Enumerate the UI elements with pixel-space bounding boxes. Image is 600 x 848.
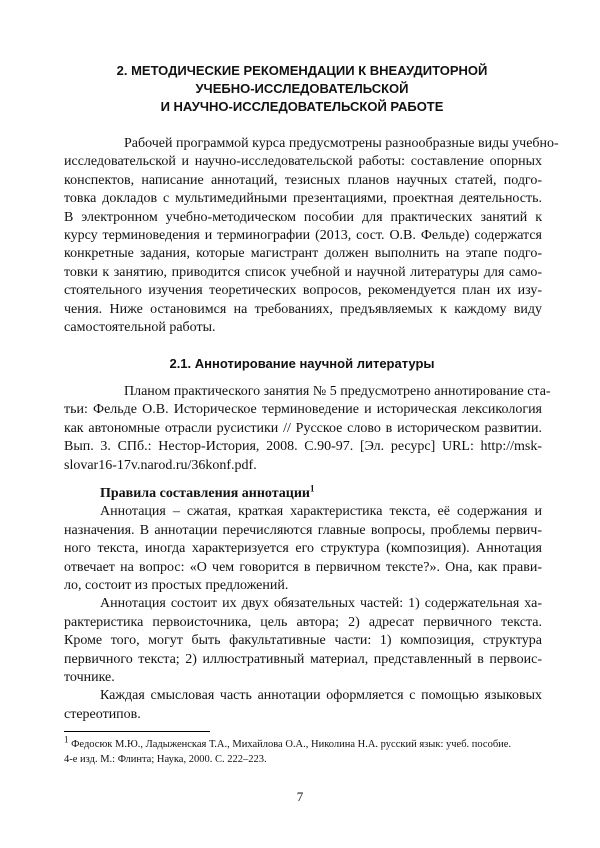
text-line: чения. Ниже остановимся на требованиях, предъявляемых к каждому виду <box>64 301 542 317</box>
chapter-title-line: 2. МЕТОДИЧЕСКИЕ РЕКОМЕНДАЦИИ К ВНЕАУДИТОРНОЙ <box>116 63 488 78</box>
footnote-mark: 1 <box>64 734 69 745</box>
page-number: 7 <box>296 789 304 804</box>
text-line: В электронном учебно-методическом пособии для практических занятий к <box>64 209 542 225</box>
chapter-title <box>64 62 540 116</box>
text-line: конкретные задания, которые магистрант должен выполнить на этапе подго- <box>64 246 542 262</box>
chapter-title-line: И НАУЧНО-ИССЛЕДОВАТЕЛЬСКОЙ РАБОТЕ <box>160 99 444 114</box>
section-title-text: 2.1. Аннотирование научной литературы <box>169 356 435 371</box>
rules-block <box>64 485 542 724</box>
text-line: первичного текста; 2) иллюстративный материал, представленный в первоис- <box>64 651 542 667</box>
text-line: ного текста, иногда характеризуется его структура (композиция). Аннотация <box>64 541 542 557</box>
text-line: Планом практического занятия № 5 предусмотрено аннотирование ста- <box>124 384 551 399</box>
text-line: ло, состоит из простых предложений. <box>64 578 289 594</box>
footnote-line <box>64 734 542 752</box>
text-line: конспектов, написание аннотаций, тезисных планов научных статей, подго- <box>64 172 542 188</box>
text-line: Кроме того, могут быть факультативные части: 1) композиция, структура <box>64 633 542 649</box>
text-line: Аннотация – сжатая, краткая характеристика текста, её содержания и <box>100 504 542 520</box>
footnote <box>64 734 542 767</box>
chapter-title-line: УЧЕБНО-ИССЛЕДОВАТЕЛЬСКОЙ <box>195 81 409 96</box>
text-line: Аннотация состоит их двух обязательных частей: 1) содержательная ха- <box>100 596 542 612</box>
text-line: тьи: Фельде О.В. Историческое терминоведение и историческая лексикология <box>64 402 542 418</box>
text-line: Каждая смысловая часть аннотации оформляется с помощью языковых <box>100 688 542 704</box>
text-line: стоятельного изучения теоретических вопросов, рекомендуется план их изу- <box>64 283 542 299</box>
footnote-separator <box>64 731 210 732</box>
footnote-line: 4-е изд. М.: Флинта; Наука, 2000. С. 222–223. <box>64 754 267 765</box>
section-title <box>64 355 540 373</box>
footnote-text: Федосюк М.Ю., Ладыженская Т.А., Михайлова О.А., Николина Н.А. русский язык: учеб. пособие. <box>68 739 512 750</box>
text-line: Вып. 3. СПб.: Нестор-История, 2008. С.90-97. [Эл. ресурс] URL: http://msk- <box>64 439 542 455</box>
text-line: slovar16-17v.narod.ru/36konf.pdf. <box>64 457 257 473</box>
text-line: товки к занятию, приводится список учебной и научной литературы для само- <box>64 264 542 280</box>
text-line: как автономные отрасли русистики // Русское слово в историческом развитии. <box>64 420 542 436</box>
rules-heading <box>64 485 542 503</box>
text-line: Рабочей программой курса предусмотрены разнообразные виды учебно- <box>124 136 559 151</box>
text-line: исследовательской и научно-исследовательской работы: составление опорных <box>64 154 542 170</box>
text-line: стереотипов. <box>64 706 141 722</box>
text-line: назначения. В аннотации перечисляются главные вопросы, проблемы первич- <box>64 522 542 538</box>
text-line: курсу терминоведения и терминографии (2013, сост. О.В. Фельде) содержатся <box>64 228 542 244</box>
text-line: самостоятельной работы. <box>64 320 216 336</box>
plan-paragraph <box>64 383 551 475</box>
text-line: товка докладов с мультимедийными презентациями, проектная деятельность. <box>64 191 542 207</box>
rules-heading-text: Правила составления аннотации <box>100 486 310 501</box>
text-line: рактеристика первоисточника, цель автора; 2) адресат первичного текста. <box>64 614 542 630</box>
text-line: точнике. <box>64 670 115 686</box>
text-line: отвечает на вопрос: «О чем говорится в первичном тексте?». Она, как прави- <box>64 559 542 575</box>
footnote-reference: 1 <box>309 483 315 494</box>
intro-paragraph <box>64 135 559 337</box>
